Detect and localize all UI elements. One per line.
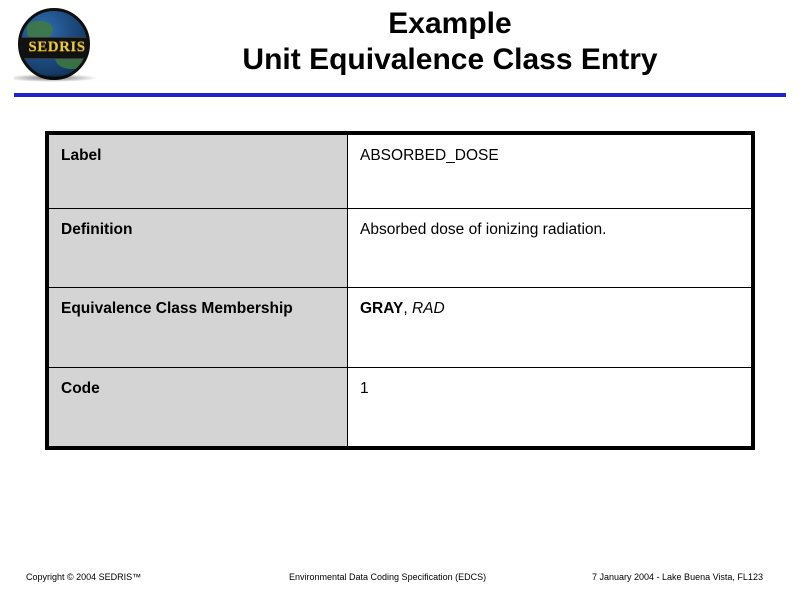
page-title-line-2: Unit Equivalence Class Entry [242, 43, 658, 76]
row-label: Equivalence Class Membership [49, 288, 348, 368]
table-row [49, 209, 752, 288]
row-label: Definition [49, 209, 348, 288]
row-value: Absorbed dose of ionizing radiation. [348, 209, 752, 288]
logo-wordmark: SEDRIS [28, 39, 86, 55]
page-title-line-1: Example [388, 7, 512, 40]
footer-date-location: 7 January 2004 - Lake Buena Vista, FL [592, 572, 748, 582]
row-label: Label [49, 135, 348, 209]
globe-icon [18, 8, 90, 80]
unit-equivalence-class-entry-table [45, 131, 755, 450]
logo-shadow [14, 74, 98, 82]
footer-document-title: Environmental Data Coding Specification (EDCS) [289, 572, 487, 582]
row-value-separator: , [403, 300, 412, 317]
footer-page-number: 123 [748, 572, 764, 582]
slide-footer [0, 572, 800, 586]
table-row [49, 135, 752, 209]
row-value [348, 288, 752, 368]
footer-copyright: Copyright © 2004 SEDRIS™ [26, 572, 142, 582]
table-row [49, 288, 752, 368]
page-title [110, 6, 790, 78]
sedris-logo [14, 8, 98, 82]
row-value-italic: RAD [411, 300, 445, 317]
header-divider [14, 93, 786, 97]
slide-header [0, 0, 800, 95]
row-value: ABSORBED_DOSE [348, 135, 752, 209]
row-label: Code [49, 368, 348, 447]
table-row [49, 368, 752, 447]
row-value: 1 [348, 368, 752, 447]
row-value-bold: GRAY [360, 300, 404, 317]
